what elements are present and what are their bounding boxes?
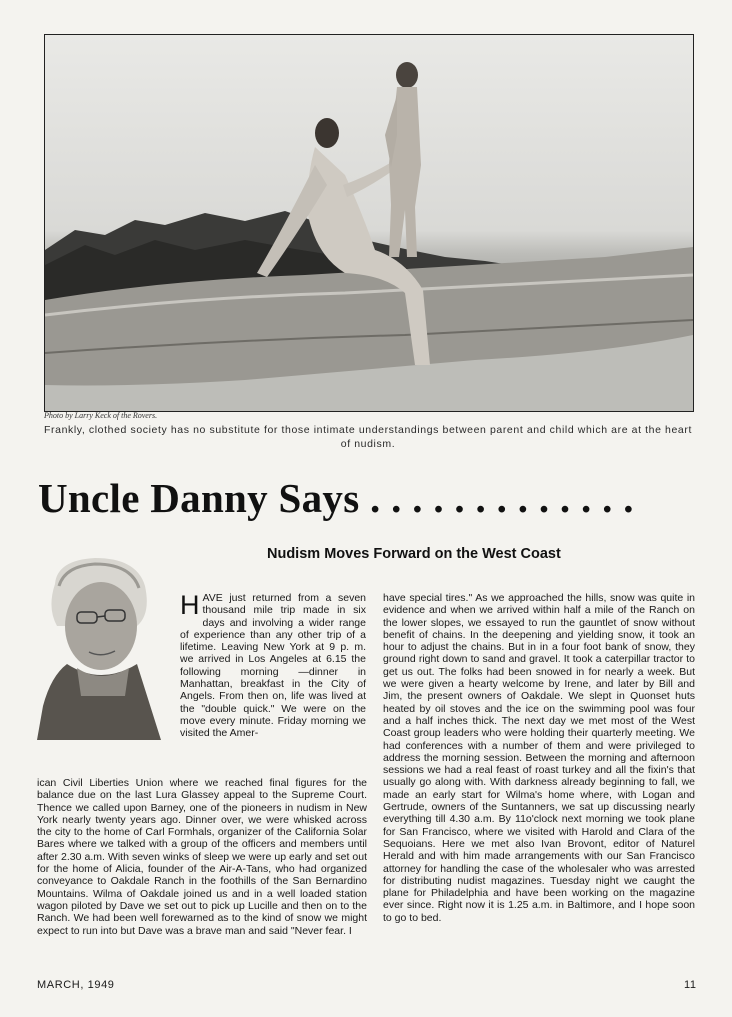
headline: Uncle Danny Says . . . . . . . . . . . . . — [38, 475, 634, 521]
drop-cap: H — [180, 590, 200, 620]
article-photo — [44, 34, 694, 412]
photo-credit: Photo by Larry Keck of the Rovers. — [44, 411, 158, 420]
author-portrait — [37, 556, 167, 740]
photo-illustration — [45, 35, 693, 411]
photo-caption: Frankly, clothed society has no substitute for those intimate understandings between parent and child which are at the heart of nudism. — [44, 424, 692, 450]
article-column-1-bottom: ican Civil Liberties Union where we reached final figures for the balance due on the last Lura Glassey appeal to the Supreme Court. Thence we called upon Barney, one of the pioneers in nudism in New York nearly twenty years ago. Dinner over, we were whisked across the city to the home of Carl Formhals, organizer of the California Solar Bares where we talked with a group of the officers and members until after 2.30 a.m. With seven winks of sleep we were up early and set out for the home of Alicia, founder of the Air-A-Tans, who had organized conveyance to Oakdale Ranch in the foothills of the San Bernardino Mountains. Wilma of Oakdale joined us and in a well loaded station wagon piloted by Dave we set out to pick up Lucille and then on to the Ranch. We had been well forewarned as to the kind of snow we might expect to run into but Dave was a brave man and said "Never fear. I — [37, 777, 367, 937]
subheadline: Nudism Moves Forward on the West Coast — [267, 546, 561, 562]
page-number: 11 — [684, 979, 697, 991]
article-column-2: have special tires." As we approached the hills, snow was quite in evidence and when we arrived within half a mile of the Ranch on the lower slopes, we essayed to run the gauntlet of snow without benefit of chains. In the deepening and yielding snow, it took an hour to adjust the chains. But in in a four foot bank of snow, they ground right down to sand and gravel. It took a caterpillar tractor to get us out. The folks had been snowed in for nearly a week. But we were given a hearty welcome by Irene, and later by Bill and Jim, the present owners of Oakdale. We slept in Quonset huts heated by oil stoves and the ice on the swimming pool was four and a half inches thick. The next day we met most of the West Coast group leaders who were holding their quarterly meeting. We had conferences with a number of them and were privileged to address the morning session. Between the morning and afternoon sessions we had a real feast of roast turkey and all the fixin's that usually go along with. With darkness already beginning to fall, we made an early start for Wilma's home where, with Logan and Gertrude, owners of the Suntanners, we sat up discussing nearly everything till 4.30 a.m. By 11o'clock next morning we took plane for San Francisco, where we visited with Harold and Clara of the Sequoians. Here we met also Ivan Brovont, editor of Naturel Herald and with him made arrangements with our San Francisco attorney for handling the case of the wholesaler who was arrested for distributing nudist magazines. Tuesday night we caught the plane for Philadelphia and have been working on the magazine ever since. Right now it is 1.25 a.m. in Baltimore, and I hope soon to go to bed. — [383, 592, 695, 924]
article-column-1-top — [180, 592, 366, 740]
article-text-1a: AVE just returned from a seven thousand mile trip made in six days and involving a wider range of experience than any other trip of a lifetime. Leaving New York at 9 p. m. we arrived in Los Angeles at 6.15 the following morning —dinner in Manhattan, breakfast in the City of Angels. From then on, life was lived at the "double quick." We were on the move every minute. Friday morning we visited the Amer- — [180, 592, 366, 740]
issue-date: MARCH, 1949 — [37, 979, 115, 991]
